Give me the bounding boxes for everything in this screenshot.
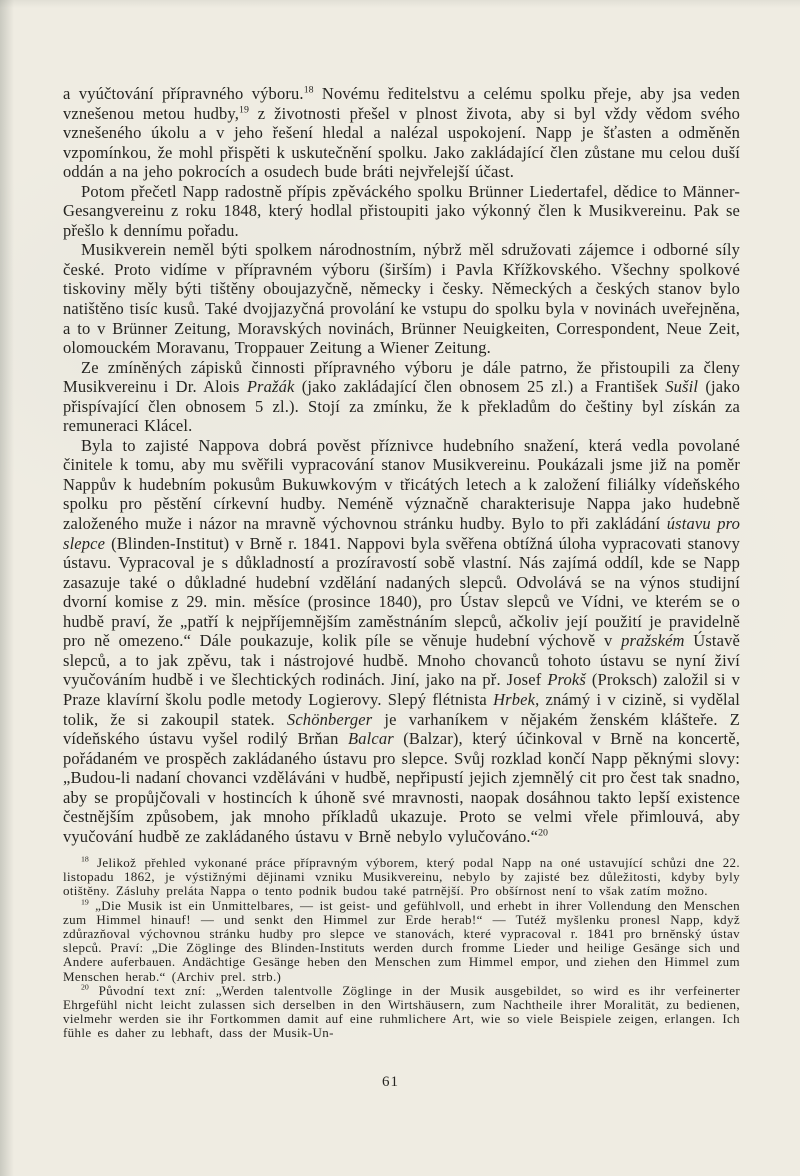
- text-run: Novému ředitelstvu a celému spolku přeje, aby jsa veden vznešenou metou hudby,: [63, 84, 740, 123]
- text-run: Musikverein neměl býti spolkem národnostním, nýbrž měl sdružovati zájemce i odborné síly české. Proto vidíme v přípravném výboru (širším) i Pavla Křížkovského. Všechny spolkové tiskoviny měly býti tištěny oboujazyčně, německy i česky. Německých a českých stanov bylo natištěno tisíc kusů. Také dvojjazyčná provolání ke vstupu do spolku byla v novinách uveřejněna, a to v Brünner Zeitung, Moravských novinách, Brünner Neuigkeiten, Correspondent, Neue Zeit, olomouckém Moravanu, Troppauer Zeitung a Wiener Zeitung.: [63, 240, 740, 358]
- text-run: (Blinden-Institut) v Brně r. 1841. Nappovi byla svěřena obtížná úloha vypracovati stanovy ústavu. Vypracoval je s důkladností a prozíravostí sobě vlastní. Nás zajímá oddíl, kde se Napp zasazuje také o důkladné hudební vzdělání nadaných slepců. Odvolává se na výnos studijní dvorní komise z 29. min. měsíce (prosince 1840), pro Ústav slepců ve Vídni, ve kterém se o hudbě praví, že „patří k nejpříjemnějším zaměstnáním slepců, ačkoliv její použití je pravidelně pro ně omezeno.“ Dále poukazuje, kolik píle se věnuje hudební výchově v: [63, 533, 740, 651]
- text-run: „Die Musik ist ein Unmittelbares, — ist geist- und gefühlvoll, und erhebt in ihrer Vollendung den Menschen zum Himmel hinauf! — und senkt den Himmel zur Erde herab!“ — Tutéž myšlenku pronesl Napp, když zdůrazňoval výchovnou stránku hudby pro slepce ve stanovách, které vypracoval r. 1841 pro brněnský ústav slepců. Praví: „Die Zöglinge des Blinden-Instituts werden durch fromme Lieder und heilige Gesänge sich und Andere auferbauen. Andächtige Gesänge heben den Menschen zum Himmel empor, und ziehen den Himmel zum Menschen herab.“ (Archiv prel. strb.): [63, 897, 740, 984]
- text-run: Ústavě slepců, a to jak zpěvu, tak i nástrojové hudbě. Mnoho chovanců tohoto ústavu se nyní živí vyučováním hudbě i ve šlechtických rodinách. Jiní, jako na př. Josef: [63, 631, 740, 690]
- footnote: [63, 856, 740, 899]
- text-run: Jelikož přehled vykonané práce přípravným výborem, který podal Napp na oné ustavující schůzi dne 22. listopadu 1862, je výstižnými dějinami vzniku Musikvereinu, nebylo by zajisté bez důležitosti, kdyby byly otištěny. Zásluhy preláta Nappa o tento podnik budou také patrnější. Pro obšírnost není to však zatím možno.: [63, 855, 740, 899]
- text-run: a vyúčtování přípravného výboru.: [63, 84, 304, 103]
- text-run: pražském: [621, 631, 685, 651]
- text-run: Sušil: [665, 377, 699, 397]
- paragraph: [63, 436, 740, 846]
- footnote: [63, 984, 740, 1041]
- footnote-marker: 20: [81, 982, 89, 992]
- text-run: (jako přispívající člen obnosem 5 zl.). Stojí za zmínku, že k překladům do češtiny byl získán za remuneraci Klácel.: [63, 377, 740, 436]
- footnote-ref: 18: [303, 84, 314, 96]
- text-run: (Proksch) založil si v Praze klavírní školu podle metody Logierovy. Slepý flétnista: [63, 670, 741, 709]
- text-run: Pražák: [246, 377, 295, 397]
- text-run: Hrbek: [493, 689, 536, 709]
- paragraph: [63, 84, 740, 182]
- footnote-marker: 19: [81, 897, 89, 907]
- text-run: Potom přečetl Napp radostně přípis zpěváckého spolku Brünner Liedertafel, dědice to Männer-Gesangvereinu z roku 1848, který hodlal přistoupiti jako výkonný člen k Musikvereinu. Pak se přešlo k dennímu pořadu.: [63, 181, 740, 240]
- footnote: [63, 899, 740, 984]
- footnote-ref: 19: [239, 104, 249, 116]
- footnotes-section: [63, 856, 740, 1041]
- footnote-marker: 18: [81, 854, 89, 864]
- text-run: Schönberger: [286, 709, 373, 729]
- text-run: Původní text zní: „Werden talentvolle Zöglinge in der Musik ausgebildet, so wird es ihr verfeinerter Ehrgefühl nicht leicht zulassen sich derselben in den Wirtshäusern, zum Nachtheile ihrer Moralität, zu bedienen, vielmehr werden sie ihr Fortkommen damit auf eine ruhmlichere Art, wie so viele Beispiele zeigen, erlangen. Ich fühle es daher zu lebhaft, dass der Musik-Un-: [63, 982, 740, 1041]
- paragraph: [63, 358, 740, 436]
- page-number: 61: [382, 1074, 399, 1090]
- text-run: Byla to zajisté Nappova dobrá pověst příznivce hudebního snažení, která vedla povolané činitele k tomu, aby mu svěřili vypracování stanov Musikvereinu. Poukázali jsme již na poměr Nappův k hudebním pokusům Bukuwkovým v třicátých letech a k založení filiálky vídeňského spolku pro pěstění církevní hudby. Neméně význačně charakterisuje Nappa jako hudebně založeného muže i názor na mravně výchovnou stránku hudby. Bylo to při zakládání: [63, 435, 740, 534]
- text-run: je varhaníkem v nějakém ženském klášteře. Z vídeňského ústavu vyšel rodilý Brňan: [63, 709, 740, 749]
- text-run: Prokš: [547, 670, 586, 690]
- text-run: z životnosti přešel v plnost života, aby si byl vždy vědom svého vznešeného úkolu a v jeho řešení hledal a nalézal uspokojení. Napp je šťasten a odměněn vzpomínkou, že mohl přispěti k uskutečnění spolku. Jako zakládající člen zůstane mu celou duší oddán a na jeho pokrocích a osudech bude bráti nejvřelejší účast.: [63, 103, 740, 182]
- text-run: Ze zmíněných zápisků činnosti přípravného výboru je dále patrno, že přistoupili za členy Musikvereinu i Dr. Alois: [63, 357, 740, 397]
- text-run: ústavu pro slepce: [63, 514, 741, 553]
- text-run: (jako zakládající člen obnosem 25 zl.) a František: [294, 377, 666, 397]
- text-run: Balcar: [348, 729, 394, 749]
- footnote-ref: 20: [538, 827, 548, 839]
- text-run: , známý i v cizině, si vydělal tolik, že si zakoupil statek.: [63, 689, 740, 729]
- paragraph: [63, 240, 740, 357]
- paragraph: [63, 182, 740, 241]
- text-run: (Balzar), který účinkoval v Brně na koncertě, pořádaném ve prospěch zakládaného ústavu pro slepce. Svůj rozklad končí Napp pěknými slovy: „Budou-li nadaní chovanci vzděláváni v hudbě, nepřipustí jejich zjemnělý cit pro čest tak snadno, aby se propůjčovali v hostincích k úhoně své mravnosti, naopak dosáhnou takto lepší existence čestnějším způsobem, jak mnoho příkladů ukazuje. Proto se velmi vřele přimlouvá, aby vyučování hudbě ze zakládaného ústavu v Brně nebylo vylučováno.“: [63, 729, 740, 846]
- body-text: [63, 84, 740, 846]
